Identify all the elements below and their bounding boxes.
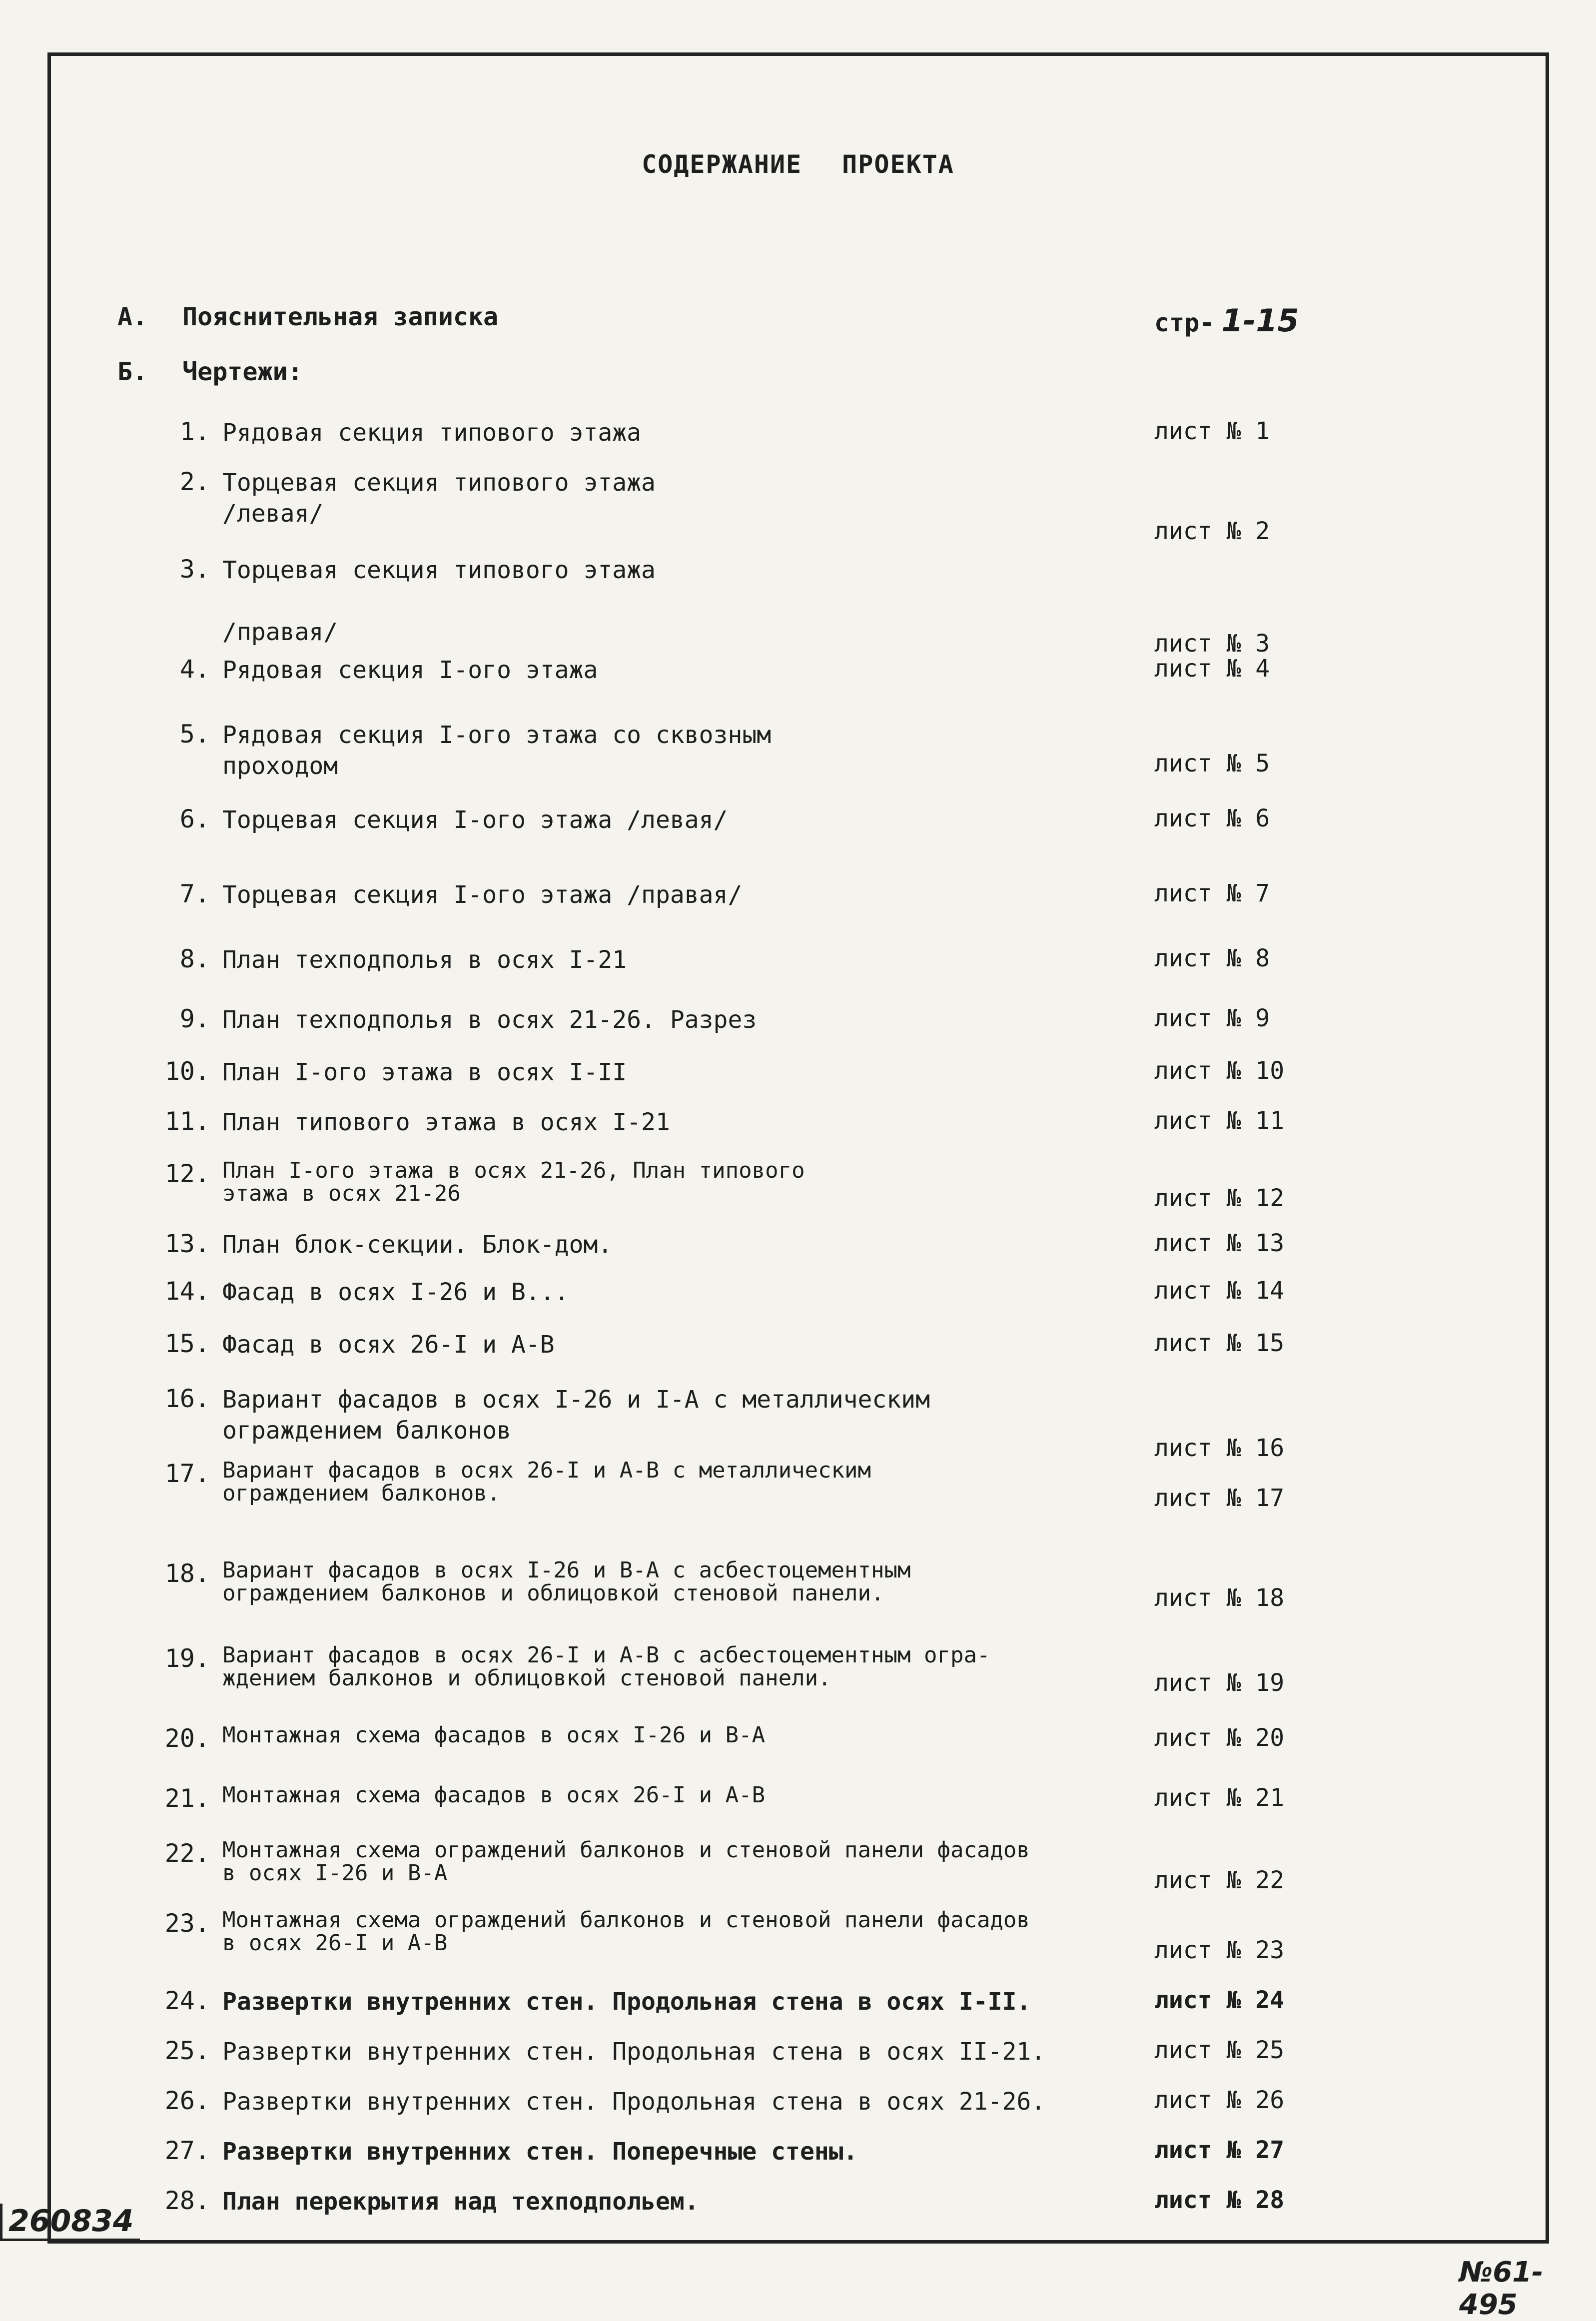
item-sheet-number: лист № 8 bbox=[1154, 944, 1270, 972]
item-sheet-number: лист № 19 bbox=[1154, 1669, 1285, 1697]
section-page-label: стр- bbox=[1154, 308, 1215, 337]
item-title: Торцевая секция I-ого этажа /правая/ bbox=[222, 881, 743, 909]
item-number: 17. bbox=[164, 1459, 210, 1488]
item-sheet-number: лист № 4 bbox=[1154, 655, 1270, 683]
item-number: 20. bbox=[164, 1724, 210, 1753]
item-sheet-number: лист № 26 bbox=[1154, 2086, 1285, 2114]
section-letter: Б. bbox=[117, 357, 148, 386]
item-number: 14. bbox=[164, 1277, 210, 1306]
item-sheet-number: лист № 24 bbox=[1154, 1986, 1285, 2014]
item-sheet-number: лист № 1 bbox=[1154, 417, 1270, 445]
item-title: План перекрытия над техподпольем. bbox=[222, 2188, 699, 2216]
item-title: Вариант фасадов в осях I-26 и В-А с асбестоцементным ограждением балконов и облицовкой стеновой панели. bbox=[222, 1557, 911, 1606]
item-title: Монтажная схема фасадов в осях I-26 и В-А bbox=[222, 1722, 766, 1748]
item-sheet-number: лист № 12 bbox=[1154, 1184, 1285, 1212]
item-title: Фасад в осях I-26 и В... bbox=[222, 1278, 569, 1306]
item-title: Рядовая секция типового этажа bbox=[222, 419, 642, 447]
page-title bbox=[0, 150, 1596, 179]
item-title: Монтажная схема ограждений балконов и стеновой панели фасадов в осях I-26 и В-А bbox=[222, 1837, 1030, 1886]
item-sheet-number: лист № 23 bbox=[1154, 1936, 1285, 1964]
item-number: 2. bbox=[179, 467, 210, 496]
title-word-2: ПРОЕКТА bbox=[842, 150, 954, 179]
item-sheet-number: лист № 16 bbox=[1154, 1434, 1285, 1462]
item-title: Развертки внутренних стен. Продольная стена в осях II-21. bbox=[222, 2038, 1046, 2066]
item-number: 3. bbox=[179, 555, 210, 584]
item-number: 27. bbox=[164, 2136, 210, 2165]
item-sheet-number: лист № 27 bbox=[1154, 2136, 1285, 2164]
item-title: Вариант фасадов в осях 26-I и А-В с асбестоцементным огра- ждением балконов и облицовкой стеновой панели. bbox=[222, 1642, 990, 1691]
item-sheet-number: лист № 5 bbox=[1154, 750, 1270, 777]
item-number: 15. bbox=[164, 1329, 210, 1358]
item-title: План техподполья в осях 21-26. Разрез bbox=[222, 1006, 757, 1034]
item-sheet-number: лист № 17 bbox=[1154, 1484, 1285, 1512]
item-title: Торцевая секция I-ого этажа /левая/ bbox=[222, 806, 728, 834]
item-number: 13. bbox=[164, 1229, 210, 1258]
item-sheet-number: лист № 28 bbox=[1154, 2186, 1285, 2214]
item-title: Рядовая секция I-ого этажа bbox=[222, 656, 598, 684]
item-number: 16. bbox=[164, 1384, 210, 1413]
item-title: План I-ого этажа в осях 21-26, План типового этажа в осях 21-26 bbox=[222, 1158, 805, 1206]
item-title: Развертки внутренних стен. Продольная стена в осях I-II. bbox=[222, 1988, 1031, 2016]
item-sheet-number: лист № 11 bbox=[1154, 1107, 1285, 1135]
item-sheet-number: лист № 10 bbox=[1154, 1057, 1285, 1085]
item-number: 22. bbox=[164, 1839, 210, 1868]
item-number: 26. bbox=[164, 2086, 210, 2115]
item-title: Фасад в осях 26-I и А-В bbox=[222, 1331, 555, 1359]
item-title: Монтажная схема фасадов в осях 26-I и А-В bbox=[222, 1782, 766, 1808]
item-number: 6. bbox=[179, 804, 210, 833]
section-text: Чертежи: bbox=[182, 357, 303, 386]
item-title: Вариант фасадов в осях I-26 и I-А с металлическим ограждением балконов bbox=[222, 1386, 930, 1445]
item-number: 4. bbox=[179, 655, 210, 684]
item-title: План блок-секции. Блок-дом. bbox=[222, 1231, 613, 1259]
item-title: Вариант фасадов в осях 26-I и А-В с металлическим ограждением балконов. bbox=[222, 1458, 871, 1506]
archive-number-stamp: 260834 bbox=[0, 2204, 140, 2241]
item-sheet-number: лист № 13 bbox=[1154, 1229, 1285, 1257]
item-number: 28. bbox=[164, 2186, 210, 2215]
item-number: 19. bbox=[164, 1644, 210, 1673]
item-number: 12. bbox=[164, 1159, 210, 1188]
section-page-value: 1-15 bbox=[1221, 302, 1299, 339]
item-sheet-number: лист № 3 bbox=[1154, 630, 1270, 658]
item-title: План типового этажа в осях I-21 bbox=[222, 1108, 670, 1136]
title-word-1: СОДЕРЖАНИЕ bbox=[642, 150, 802, 179]
item-number: 8. bbox=[179, 944, 210, 973]
item-number: 7. bbox=[179, 879, 210, 908]
item-title: Торцевая секция типового этажа /правая/ bbox=[222, 556, 656, 646]
item-number: 5. bbox=[179, 720, 210, 749]
item-number: 11. bbox=[164, 1107, 210, 1136]
item-sheet-number: лист № 7 bbox=[1154, 879, 1270, 907]
item-number: 1. bbox=[179, 417, 210, 446]
section-text: Пояснительная записка bbox=[182, 302, 499, 331]
item-sheet-number: лист № 14 bbox=[1154, 1277, 1285, 1305]
item-number: 9. bbox=[179, 1004, 210, 1033]
item-sheet-number: лист № 2 bbox=[1154, 517, 1270, 545]
item-sheet-number: лист № 15 bbox=[1154, 1329, 1285, 1357]
item-sheet-number: лист № 20 bbox=[1154, 1724, 1285, 1752]
item-title: Развертки внутренних стен. Продольная стена в осях 21-26. bbox=[222, 2088, 1046, 2116]
section-letter: А. bbox=[117, 302, 148, 331]
item-number: 10. bbox=[164, 1057, 210, 1086]
item-number: 24. bbox=[164, 1986, 210, 2015]
item-number: 23. bbox=[164, 1909, 210, 1938]
item-sheet-number: лист № 21 bbox=[1154, 1784, 1285, 1812]
item-title: Развертки внутренних стен. Поперечные стены. bbox=[222, 2138, 858, 2166]
item-sheet-number: лист № 22 bbox=[1154, 1866, 1285, 1894]
item-title: План I-ого этажа в осях I-II bbox=[222, 1058, 627, 1086]
item-title: План техподполья в осях I-21 bbox=[222, 946, 627, 974]
item-sheet-number: лист № 18 bbox=[1154, 1584, 1285, 1612]
item-number: 21. bbox=[164, 1784, 210, 1813]
item-number: 25. bbox=[164, 2036, 210, 2065]
item-number: 18. bbox=[164, 1559, 210, 1588]
section-page bbox=[1154, 302, 1299, 339]
item-title: Монтажная схема ограждений балконов и стеновой панели фасадов в осях 26-I и А-В bbox=[222, 1907, 1030, 1956]
item-sheet-number: лист № 25 bbox=[1154, 2036, 1285, 2064]
item-sheet-number: лист № 6 bbox=[1154, 804, 1270, 832]
item-sheet-number: лист № 9 bbox=[1154, 1004, 1270, 1032]
item-title: Торцевая секция типового этажа /левая/ bbox=[222, 469, 656, 528]
item-title: Рядовая секция I-ого этажа со сквозным проходом bbox=[222, 721, 772, 780]
inventory-number-stamp: №61-495 bbox=[1459, 2256, 1544, 2321]
